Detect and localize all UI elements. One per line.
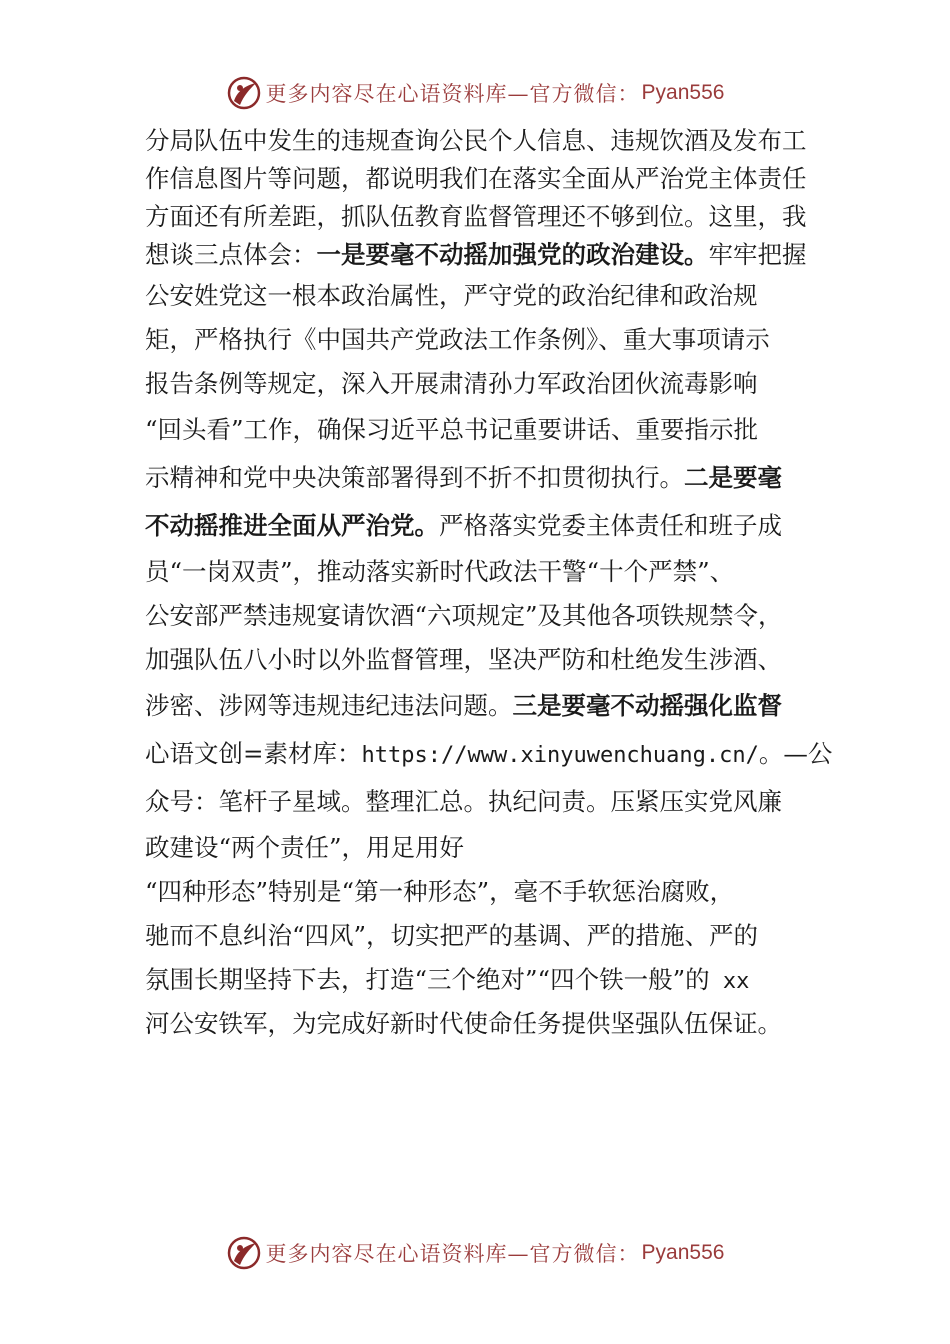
body-line: 河公安铁军，为完成好新时代使命任务提供坚强队伍保证。	[145, 1009, 782, 1038]
body-line: 方面还有所差距，抓队伍教育监督管理还不够到位。这里，我	[145, 202, 807, 231]
body-line: 示精神和党中央决策部署得到不折不扣贯彻执行。二是要毫	[145, 463, 782, 492]
body-line: 众号：笔杆子星域。整理汇总。执纪问责。压紧压实党风廉	[145, 787, 782, 816]
footer-text: 更多内容尽在心语资料库—官方微信：	[265, 1242, 640, 1266]
logo-icon	[226, 1235, 262, 1271]
body-line: 涉密、涉网等违规违纪违法问题。三是要毫不动摇强化监督	[145, 691, 782, 720]
footer-wechat-id: Pyan556	[641, 1241, 725, 1264]
header-banner	[0, 71, 950, 115]
body-line: “回头看”工作，确保习近平总书记重要讲话、重要指示批	[145, 415, 759, 444]
body-line: 政建设“两个责任”，用足用好	[145, 833, 465, 862]
body-line: 驰而不息纠治“四风”，切实把严的基调、严的措施、严的	[145, 921, 759, 950]
body-line: 氛围长期坚持下去，打造“三个绝对”“四个铁一般”的 xx	[145, 965, 750, 994]
body-line: 公安姓党这一根本政治属性，严守党的政治纪律和政治规	[145, 281, 758, 310]
logo-icon	[226, 75, 262, 111]
body-line: 心语文创=素材库：https://www.xinyuwenchuang.cn/。—公	[145, 739, 833, 768]
body-line: 员“一岗双责”，推动落实新时代政法干警“十个严禁”、	[145, 557, 735, 586]
point-three-heading: 三是要毫不动摇强化监督	[512, 691, 782, 720]
document-body	[145, 122, 835, 1046]
header-text: 更多内容尽在心语资料库—官方微信：	[265, 82, 640, 106]
body-line: 想谈三点体会：一是要毫不动摇加强党的政治建设。牢牢把握	[145, 240, 807, 269]
header-wechat-id: Pyan556	[641, 81, 725, 104]
body-line: 加强队伍八小时以外监督管理，坚决严防和杜绝发生涉酒、	[145, 645, 782, 674]
website-url: https://www.xinyuwenchuang.cn/	[361, 743, 759, 768]
body-line: 公安部严禁违规宴请饮酒“六项规定”及其他各项铁规禁令，	[145, 601, 783, 630]
body-line: 矩，严格执行《中国共产党政法工作条例》、重大事项请示	[145, 325, 770, 354]
body-line: “四种形态”特别是“第一种形态”，毫不手软惩治腐败，	[145, 877, 735, 906]
body-line: 分局队伍中发生的违规查询公民个人信息、违规饮酒及发布工	[145, 126, 807, 155]
point-two-heading-cont: 不动摇推进全面从严治党。	[145, 511, 439, 540]
point-two-heading: 二是要毫	[684, 463, 782, 492]
body-line: 作信息图片等问题，都说明我们在落实全面从严治党主体责任	[145, 164, 807, 193]
body-line: 不动摇推进全面从严治党。严格落实党委主体责任和班子成	[145, 511, 782, 540]
point-one-heading: 一是要毫不动摇加强党的政治建设。	[316, 240, 709, 269]
footer-banner	[0, 1231, 950, 1275]
body-line: 报告条例等规定，深入开展肃清孙力军政治团伙流毒影响	[145, 369, 758, 398]
